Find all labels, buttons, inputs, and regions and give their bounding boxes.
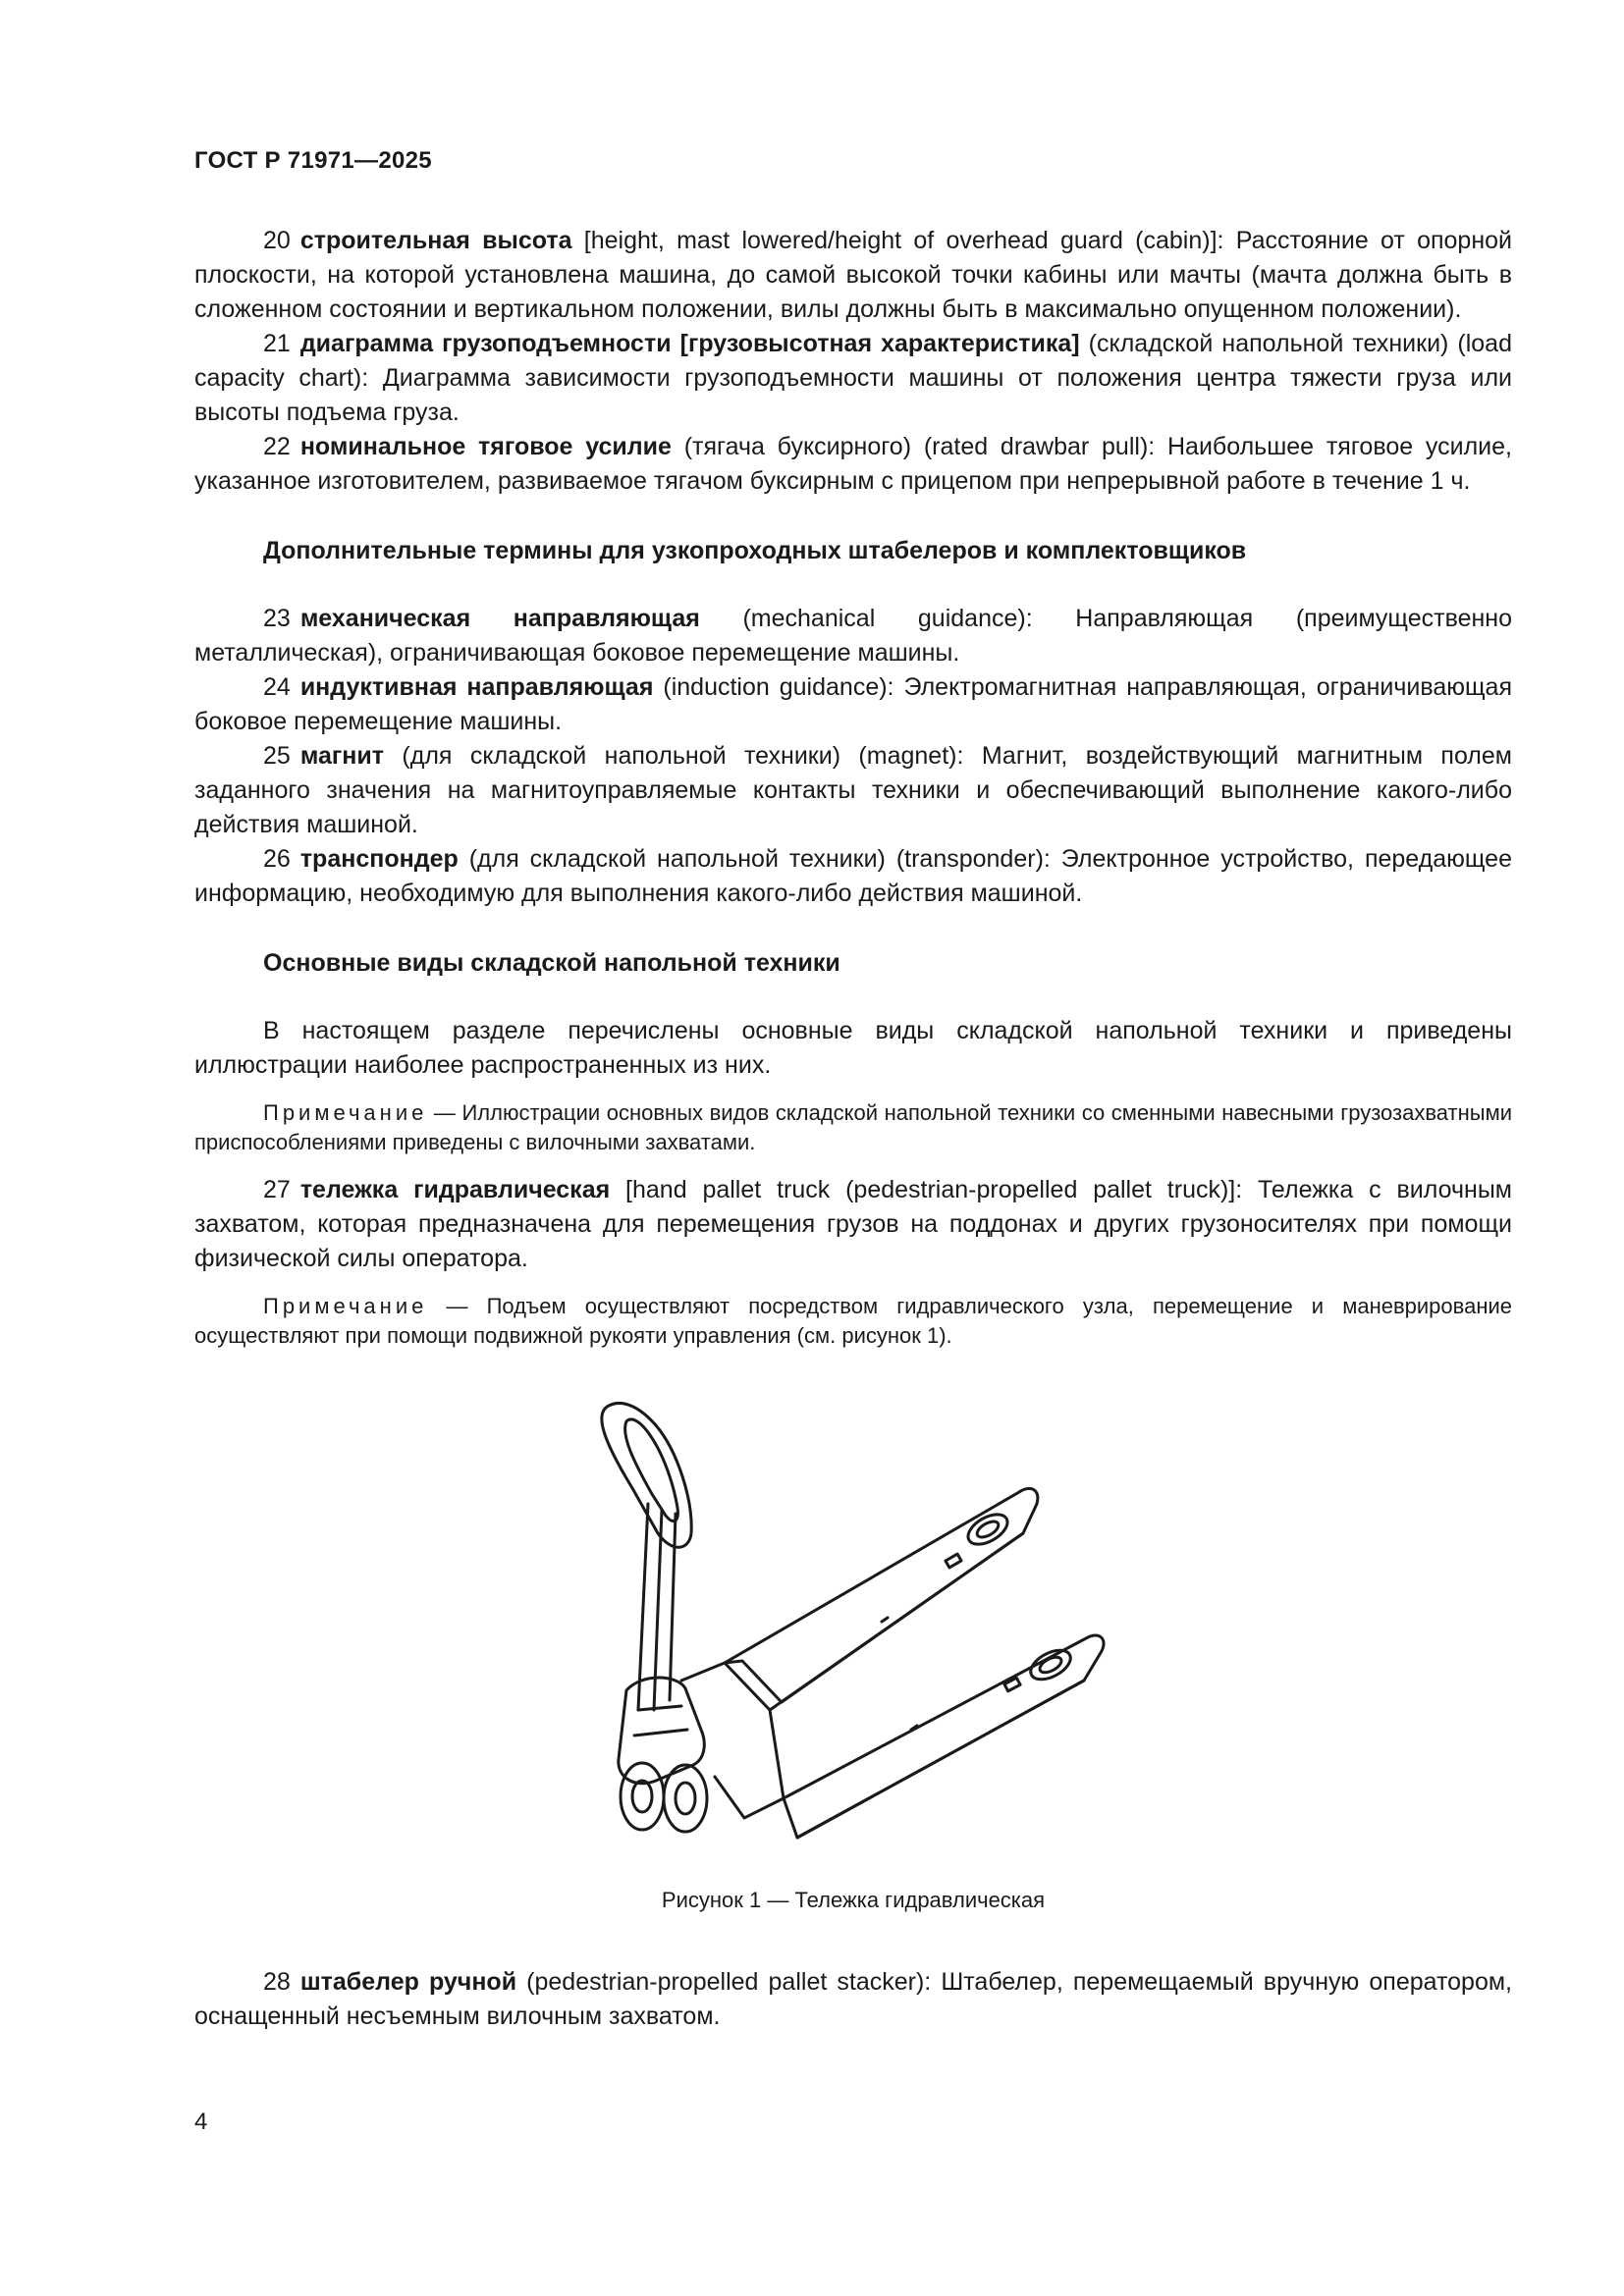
term-entry-23	[194, 602, 1512, 670]
term-definition: (тягача буксирного) (rated drawbar pull): Наибольшее тяговое усилие, указанное изготовителем, развиваемое тягачом буксирным с прицепом при непрерывной работе в течение 1 ч.	[194, 433, 1513, 495]
document-header: ГОСТ Р 71971—2025	[194, 147, 432, 174]
term-title: штабелер ручной	[299, 1968, 517, 1996]
note-text: — Иллюстрации основных видов складской напольной техники со сменными навесными грузозахватными приспособлениями приведены с вилочными захватами.	[194, 1100, 1512, 1154]
figure-1	[194, 1376, 1512, 1965]
note-2	[194, 1292, 1512, 1351]
term-number: 28	[263, 1968, 291, 1996]
note-text: — Подъем осуществляют посредством гидравлического узла, перемещение и маневрирование осуществляют при помощи подвижной рукояти управления (см. рисунок 1).	[194, 1294, 1512, 1348]
term-definition: (pedestrian-propelled pallet stacker): Штабелер, перемещаемый вручную оператором, оснащенный несъемным вилочным захватом.	[194, 1968, 1513, 2030]
term-title: механическая направляющая	[299, 605, 700, 632]
term-definition: (складской напольной техники) (load capacity chart): Диаграмма зависимости грузоподъемности машины от положения центра тяжести груза или высоты подъема груза.	[194, 330, 1512, 426]
term-entry-28	[194, 1965, 1512, 2034]
section-heading-narrow-aisle: Дополнительные термины для узкопроходных штабелеров и комплектовщиков	[263, 537, 1247, 564]
term-definition: (для складской напольной техники) (magnet): Магнит, воздействующий магнитным полем заданного значения на магнитоуправляемые контакты техники и обеспечивающий выполнение какого-либо действия машиной.	[194, 742, 1512, 838]
term-number: 20	[263, 227, 291, 254]
term-title: тележка гидравлическая	[299, 1176, 611, 1203]
term-entry-21	[194, 327, 1512, 430]
term-entry-25	[194, 739, 1512, 842]
term-title: магнит	[299, 742, 385, 770]
page-number: 4	[194, 2109, 208, 2135]
figure-caption: Рисунок 1 — Тележка гидравлическая	[661, 1888, 1046, 1912]
term-number: 23	[263, 605, 291, 632]
term-definition: (для складской напольной техники) (transponder): Электронное устройство, передающее информацию, необходимую для выполнения какого-либо действия машиной.	[194, 845, 1512, 907]
term-number: 21	[263, 330, 291, 357]
section-intro: В настоящем разделе перечислены основные виды складской напольной техники и приведены иллюстрации наиболее распространенных из них.	[194, 1017, 1512, 1079]
term-definition: [hand pallet truck (pedestrian-propelled pallet truck)]: Тележка с вилочным захватом, которая предназначена для перемещения грузов на поддонах и других грузоносителях при помощи физической силы оператора.	[194, 1176, 1512, 1272]
document-body	[194, 224, 1512, 2034]
term-title: индуктивная направляющая	[299, 673, 654, 701]
term-title: строительная высота	[299, 227, 572, 254]
term-number: 25	[263, 742, 291, 770]
hand-pallet-truck-drawing	[587, 1386, 1137, 1867]
term-number: 27	[263, 1176, 291, 1203]
term-definition: (induction guidance): Электромагнитная направляющая, ограничивающая боковое перемещение машины.	[194, 673, 1512, 735]
term-definition: (mechanical guidance): Направляющая (преимущественно металлическая), ограничивающая боковое перемещение машины.	[194, 605, 1512, 667]
term-entry-26	[194, 842, 1512, 911]
term-title: номинальное тяговое усилие	[299, 433, 672, 460]
term-entry-24	[194, 670, 1512, 739]
term-entry-20	[194, 224, 1512, 327]
section-heading-main-types: Основные виды складской напольной техники	[263, 949, 840, 977]
term-entry-27	[194, 1173, 1512, 1276]
term-title: диаграмма грузоподъемности [грузовысотная характеристика]	[299, 330, 1080, 357]
term-entry-22	[194, 430, 1512, 499]
note-label: Примечание	[263, 1100, 428, 1125]
term-number: 24	[263, 673, 291, 701]
term-definition: [height, mast lowered/height of overhead guard (cabin)]: Расстояние от опорной плоскости, на которой установлена машина, до самой высокой точки кабины или мачты (мачта должна быть в сложенном состоянии и вертикальном положении, вилы должны быть в максимально опущенном положении).	[194, 227, 1513, 323]
term-title: транспондер	[299, 845, 459, 873]
note-label: Примечание	[263, 1294, 428, 1318]
note-1	[194, 1098, 1512, 1157]
term-number: 26	[263, 845, 291, 873]
term-number: 22	[263, 433, 291, 460]
